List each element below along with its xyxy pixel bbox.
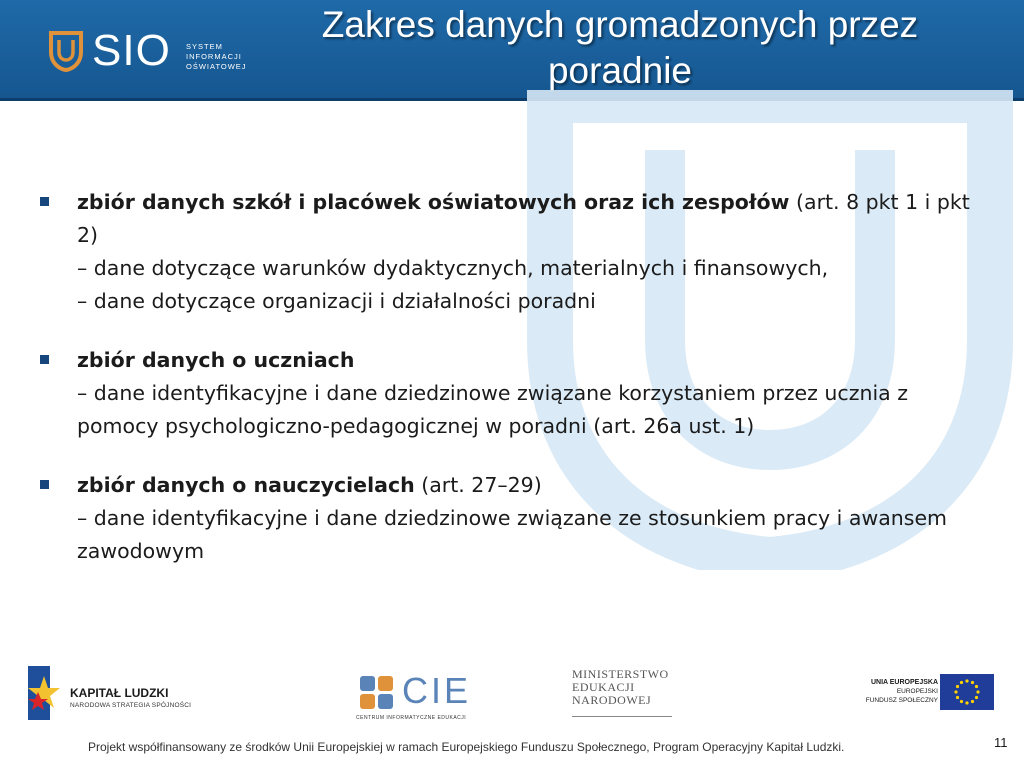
sio-shield-icon xyxy=(48,30,84,72)
bullet-marker-icon xyxy=(40,197,49,206)
bullet-heading-bold: zbiór danych o nauczycielach xyxy=(77,473,415,497)
bullet-marker-icon xyxy=(40,480,49,489)
ministerstwo-logo xyxy=(572,668,682,728)
kapital-ludzki-logo xyxy=(28,664,198,722)
sio-subtitle-line: SYSTEM xyxy=(186,42,223,51)
bullet-item xyxy=(40,344,990,443)
eu-line: UNIA EUROPEJSKA xyxy=(870,679,938,686)
bullet-heading-bold: zbiór danych szkół i placówek oświatowych oraz ich zespołów xyxy=(77,190,790,214)
footer-logos xyxy=(0,660,1024,730)
ministerstwo-underline xyxy=(572,716,672,717)
cie-logo xyxy=(354,666,494,726)
bullet-heading-ref: (art. 8 pkt 1 i pkt 2) xyxy=(77,190,970,247)
bullet-heading xyxy=(77,186,990,252)
kapital-ludzki-star-icon xyxy=(28,666,60,720)
sio-subtitle-line: INFORMACJI xyxy=(186,52,242,61)
bullet-item xyxy=(40,186,990,318)
page-number: 11 xyxy=(994,735,1008,750)
eu-text xyxy=(866,678,938,705)
slide-title: Zakres danych gromadzonych przez poradnie xyxy=(321,4,919,91)
footer-note: Projekt współfinansowany ze środków Unii Europejskiej w ramach Europejskiego Funduszu Społecznego, Program Operacyjny Kapitał Ludzki. xyxy=(88,740,845,754)
eu-flag-icon xyxy=(940,674,994,710)
kapital-ludzki-subtitle: NARODOWA STRATEGIA SPÓJNOŚCI xyxy=(70,702,192,709)
cie-squares-icon xyxy=(360,676,394,710)
sio-logo-subtitle xyxy=(186,42,247,72)
cie-logo-text: CIE xyxy=(402,670,472,711)
bullet-marker-icon xyxy=(40,355,49,364)
ministerstwo-line: EDUKACJI xyxy=(572,680,635,694)
bullet-detail: – dane identyfikacyjne i dane dziedzinowe związane ze stosunkiem pracy i awansem zawodowym xyxy=(77,506,948,563)
eu-line: EUROPEJSKI xyxy=(896,688,938,695)
bullet-heading-bold: zbiór danych o uczniach xyxy=(77,348,355,372)
cie-logo-subtitle: CENTRUM INFORMATYCZNE EDUKACJI xyxy=(356,715,467,721)
sio-subtitle-line: OŚWIATOWEJ xyxy=(186,62,247,71)
ministerstwo-line: MINISTERSTWO xyxy=(572,667,669,681)
eu-line: FUNDUSZ SPOŁECZNY xyxy=(865,697,938,704)
bullet-detail: – dane dotyczące warunków dydaktycznych, materialnych i finansowych, xyxy=(77,256,829,280)
bullet-item xyxy=(40,469,990,568)
ministerstwo-text xyxy=(572,668,682,707)
bullet-list xyxy=(40,186,990,594)
eu-logo xyxy=(860,672,1000,716)
bullet-detail: – dane identyfikacyjne i dane dziedzinowe związane korzystaniem przez ucznia z pomocy psychologiczno-pedagogicznej w poradni (art. 26a ust. 1) xyxy=(77,381,908,438)
bullet-detail: – dane dotyczące organizacji i działalności poradni xyxy=(77,289,596,313)
sio-logo xyxy=(34,20,254,86)
bullet-heading xyxy=(77,344,990,377)
sio-logo-text: SIO xyxy=(92,26,171,75)
kapital-ludzki-title: KAPITAŁ LUDZKI xyxy=(70,686,169,700)
ministerstwo-line: NARODOWEJ xyxy=(572,693,652,707)
header-divider xyxy=(0,98,1024,101)
bullet-heading-ref: (art. 27–29) xyxy=(414,473,542,497)
bullet-heading xyxy=(77,469,990,502)
